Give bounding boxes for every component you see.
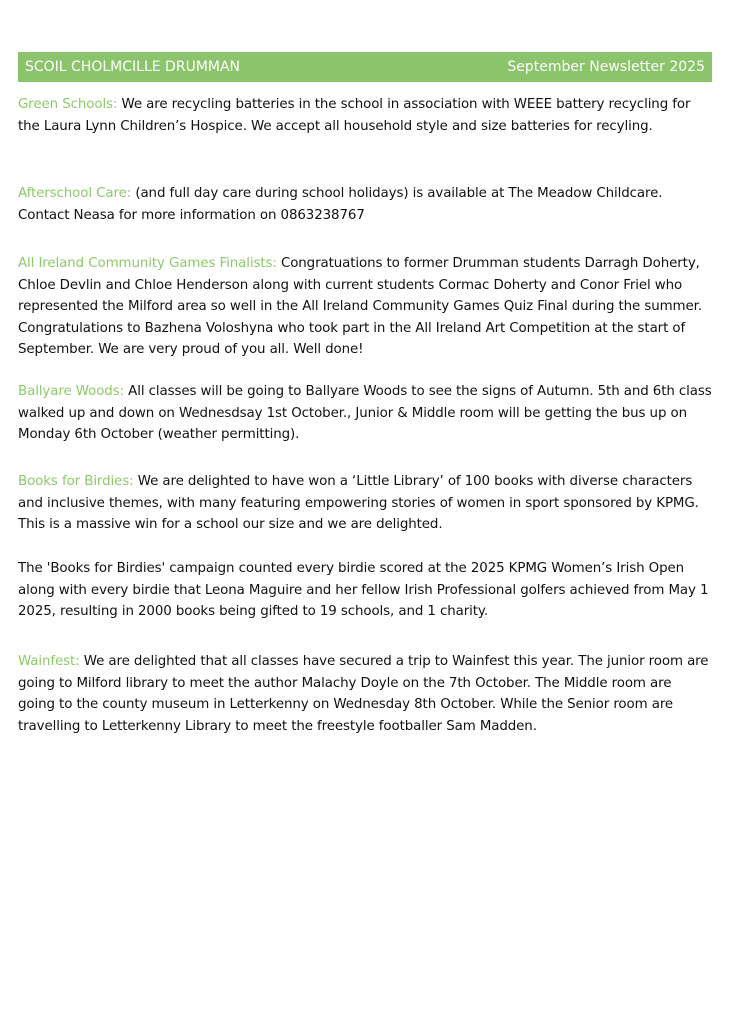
section-text: Congratuations to former Drumman students Darragh Doherty, Chloe Devlin and Chloe Henderson along with current students Cormac Doherty and Conor Friel who represented the Milford area so well in the All Ireland Community Games Quiz Final during the summer. Congratulations to Bazhena Voloshyna who took part in the All Ireland Art Competition at the start of September. We are very proud of you all. Well done!	[18, 256, 702, 357]
section-community-games	[18, 253, 712, 361]
section-label: Green Schools:	[18, 97, 118, 112]
section-text: (and full day care during school holidays) is available at The Meadow Childcare. Contact Neasa for more information on 0863238767	[18, 186, 663, 223]
section-text: We are delighted that all classes have secured a trip to Wainfest this year. The junior room are going to Milford library to meet the author Malachy Doyle on the 7th October. The Middle room are going to the county museum in Letterkenny on Wednesday 8th October. While the Senior room are travelling to Letterkenny Library to meet the freestyle footballer Sam Madden.	[18, 654, 709, 734]
section-wainfest	[18, 651, 712, 737]
section-label: Books for Birdies:	[18, 474, 134, 489]
section-label: All Ireland Community Games Finalists:	[18, 256, 277, 271]
section-text: All classes will be going to Ballyare Woods to see the signs of Autumn. 5th and 6th class walked up and down on Wednesdsay 1st October., Junior & Middle room will be getting the bus up on Monday 6th October (weather permitting).	[18, 384, 712, 442]
school-name: SCOIL CHOLMCILLE DRUMMAN	[25, 59, 241, 75]
section-text: The 'Books for Birdies' campaign counted every birdie scored at the 2025 KPMG Women’s Irish Open along with every birdie that Leona Maguire and her fellow Irish Professional golfers achieved from May 1 2025, resulting in 2000 books being gifted to 19 schools, and 1 charity.	[18, 561, 709, 619]
section-label: Afterschool Care:	[18, 186, 132, 201]
newsletter-header	[18, 52, 712, 82]
section-text: We are recycling batteries in the school in association with WEEE battery recycling for the Laura Lynn Children’s Hospice. We accept all household style and size batteries for recyling.	[18, 97, 691, 134]
section-green-schools	[18, 94, 712, 137]
section-afterschool-care	[18, 183, 712, 226]
section-label: Wainfest:	[18, 654, 80, 669]
section-label: Ballyare Woods:	[18, 384, 124, 399]
section-books-for-birdies-campaign	[18, 558, 712, 623]
newsletter-issue: September Newsletter 2025	[507, 59, 705, 75]
section-ballyare-woods	[18, 381, 712, 446]
section-text: We are delighted to have won a ‘Little Library’ of 100 books with diverse characters and inclusive themes, with many featuring empowering stories of women in sport sponsored by KPMG. This is a massive win for a school our size and we are delighted.	[18, 474, 699, 532]
section-books-for-birdies	[18, 471, 712, 536]
